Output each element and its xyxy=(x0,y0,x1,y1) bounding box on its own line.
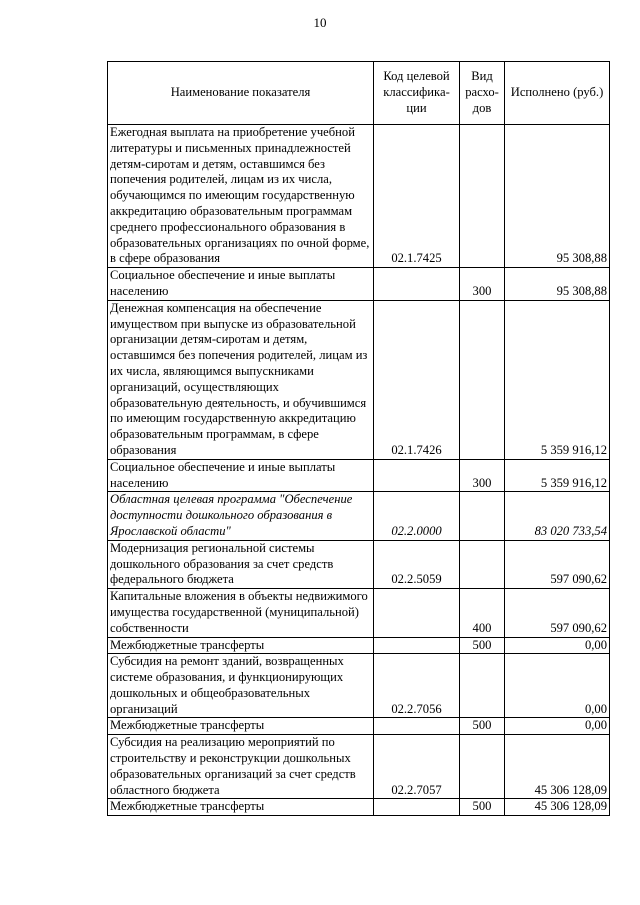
row-amount: 5 359 916,12 xyxy=(505,300,610,459)
row-code: 02.2.5059 xyxy=(374,540,460,588)
row-code: 02.2.0000 xyxy=(374,492,460,540)
table-row xyxy=(108,125,610,268)
row-type xyxy=(460,300,505,459)
row-amount: 0,00 xyxy=(505,654,610,718)
row-type: 300 xyxy=(460,268,505,301)
row-type: 500 xyxy=(460,637,505,654)
row-amount: 597 090,62 xyxy=(505,540,610,588)
row-amount: 45 306 128,09 xyxy=(505,735,610,799)
row-name: Социальное обеспечение и иные выплаты населению xyxy=(108,459,374,492)
header-amount: Исполнено (руб.) xyxy=(505,62,610,125)
row-name: Субсидия на ремонт зданий, возвращенных системе образования, и функционирующих дошкольных и общеобразовательных организаций xyxy=(108,654,374,718)
row-amount: 95 308,88 xyxy=(505,268,610,301)
row-code xyxy=(374,718,460,735)
row-code: 02.1.7425 xyxy=(374,125,460,268)
budget-table xyxy=(107,61,610,816)
row-amount: 597 090,62 xyxy=(505,589,610,637)
row-code xyxy=(374,799,460,816)
row-name: Субсидия на реализацию мероприятий по строительству и реконструкции дошкольных образовательных организаций за счет средств областного бюджета xyxy=(108,735,374,799)
row-type xyxy=(460,735,505,799)
row-code: 02.2.7056 xyxy=(374,654,460,718)
row-name: Областная целевая программа "Обеспечение доступности дошкольного образования в Ярославской области" xyxy=(108,492,374,540)
row-name: Межбюджетные трансферты xyxy=(108,718,374,735)
row-name: Социальное обеспечение и иные выплаты населению xyxy=(108,268,374,301)
row-name: Модернизация региональной системы дошкольного образования за счет средств федерального бюджета xyxy=(108,540,374,588)
row-name: Межбюджетные трансферты xyxy=(108,799,374,816)
table-row xyxy=(108,735,610,799)
row-name: Межбюджетные трансферты xyxy=(108,637,374,654)
row-type xyxy=(460,540,505,588)
table-row xyxy=(108,637,610,654)
page-number: 10 xyxy=(313,15,327,30)
row-amount: 95 308,88 xyxy=(505,125,610,268)
row-type: 500 xyxy=(460,718,505,735)
table-row xyxy=(108,300,610,459)
row-code: 02.2.7057 xyxy=(374,735,460,799)
table-row xyxy=(108,268,610,301)
row-type: 300 xyxy=(460,459,505,492)
header-type: Вид расхо-дов xyxy=(460,62,505,125)
row-code xyxy=(374,268,460,301)
row-amount: 5 359 916,12 xyxy=(505,459,610,492)
row-amount: 0,00 xyxy=(505,718,610,735)
table-row xyxy=(108,492,610,540)
table-row xyxy=(108,459,610,492)
table-row xyxy=(108,718,610,735)
row-code xyxy=(374,459,460,492)
row-type xyxy=(460,654,505,718)
row-type xyxy=(460,492,505,540)
row-amount: 0,00 xyxy=(505,637,610,654)
table-row xyxy=(108,589,610,637)
row-amount: 45 306 128,09 xyxy=(505,799,610,816)
header-name: Наименование показателя xyxy=(108,62,374,125)
row-name: Денежная компенсация на обеспечение имуществом при выпуске из образовательной организации детям-сиротам и детям, оставшимся без попечения родителей, лицам из их числа, являющимся выпускниками организаций, осуществляющих образовательную деятельность, и обучившимся по имеющим государственную аккредитацию образовательным программам, в сфере образования xyxy=(108,300,374,459)
table-row xyxy=(108,540,610,588)
table-row xyxy=(108,654,610,718)
row-code xyxy=(374,637,460,654)
row-type: 400 xyxy=(460,589,505,637)
table-header-row xyxy=(108,62,610,125)
row-code xyxy=(374,589,460,637)
row-type xyxy=(460,125,505,268)
header-code: Код целевой классифика-ции xyxy=(374,62,460,125)
row-name: Капитальные вложения в объекты недвижимого имущества государственной (муниципальной) собственности xyxy=(108,589,374,637)
table-row xyxy=(108,799,610,816)
row-code: 02.1.7426 xyxy=(374,300,460,459)
row-name: Ежегодная выплата на приобретение учебной литературы и письменных принадлежностей детям-сиротам и детям, оставшимся без попечения родителей, лицам из их числа, обучающимся по имеющим государственную аккредитацию образовательным программам среднего профессионального образования в образовательных организациях по очной форме, в сфере образования xyxy=(108,125,374,268)
row-amount: 83 020 733,54 xyxy=(505,492,610,540)
row-type: 500 xyxy=(460,799,505,816)
